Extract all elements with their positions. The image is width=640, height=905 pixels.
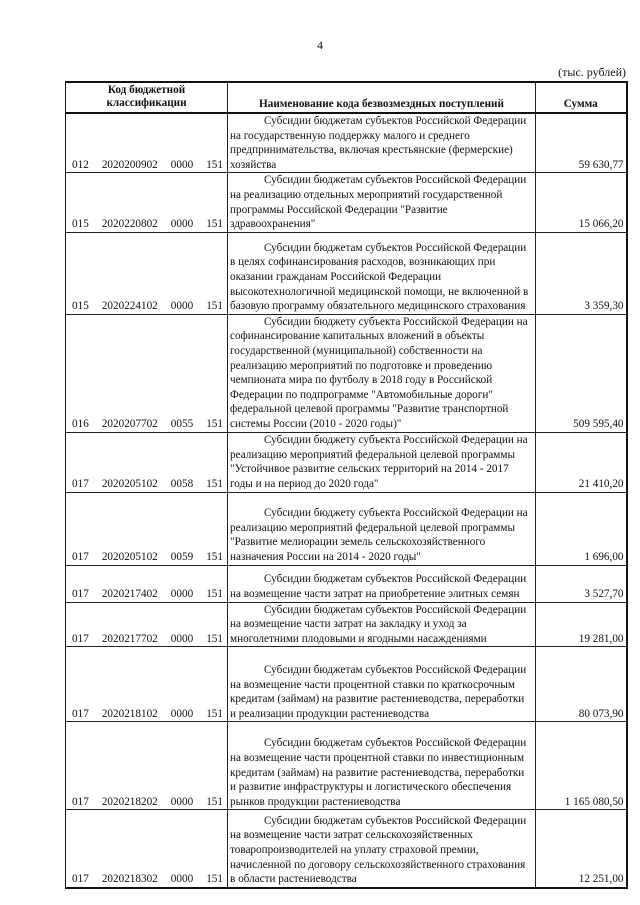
- classification-code: 2020200902: [101, 158, 158, 171]
- budget-code: [68, 299, 225, 314]
- kosgu-code: 151: [206, 417, 223, 430]
- amount-cell: 1 696,00: [536, 492, 627, 565]
- budget-code-cell: [66, 565, 228, 602]
- table-row: [66, 565, 627, 602]
- budget-code: [68, 707, 225, 722]
- revenue-name-cell: [228, 722, 536, 810]
- budget-code-cell: [66, 647, 228, 722]
- admin-code: 017: [72, 707, 89, 720]
- revenue-name-cell: [228, 647, 536, 722]
- admin-code: 017: [72, 587, 89, 600]
- amount-cell: 509 595,40: [536, 314, 627, 432]
- budget-code-cell: [66, 173, 228, 232]
- kosgu-code: 151: [206, 707, 223, 720]
- admin-code: 017: [72, 632, 89, 645]
- revenue-name: Субсидии бюджету субъекта Российской Федерации на софинансирование капитальных вложений в объекты государственной (муниципальной) собственности на реализацию мероприятий по подготовке и проведению чемпионата мира по футболу в 2018 году в Российской Федерации по подпрограмме "Автомобильные дороги" федеральной целевой программы "Развитие транспортной системы России (2010 - 2020 годы)": [230, 315, 528, 430]
- admin-code: 017: [72, 795, 89, 808]
- program-code: 0000: [170, 300, 194, 313]
- budget-code-cell: [66, 113, 228, 173]
- budget-code-cell: [66, 432, 228, 492]
- amount-cell: 12 251,00: [536, 810, 627, 888]
- budget-code: [68, 217, 225, 232]
- table-row: [66, 492, 627, 565]
- budget-code-cell: [66, 314, 228, 432]
- revenue-name: Субсидии бюджету субъекта Российской Федерации на реализацию мероприятий федеральной целевой программы "Развитие мелиорации земель сельскохозяйственного назначения России на 2014 - 2020 годы": [230, 507, 528, 563]
- table-row: [66, 432, 627, 492]
- revenue-name: Субсидии бюджетам субъектов Российской Федерации на возмещение части затрат на приобретение элитных семян: [230, 573, 527, 600]
- units-label: (тыс. рублей): [558, 65, 626, 79]
- budget-code: [68, 587, 225, 602]
- table-row: [66, 173, 627, 232]
- revenue-name: Субсидии бюджетам субъектов Российской Федерации на государственную поддержку малого и среднего предпринимательства, включая крестьянские (фермерские) хозяйства: [230, 115, 527, 171]
- table-row: [66, 602, 627, 647]
- amount-cell: 59 630,77: [536, 113, 627, 173]
- amount-cell: 3 359,30: [536, 232, 627, 314]
- program-code: 0058: [170, 477, 194, 490]
- revenue-name-cell: [228, 173, 536, 232]
- budget-code-cell: [66, 492, 228, 565]
- program-code: 0000: [170, 587, 194, 600]
- table-body: [66, 113, 627, 888]
- classification-code: 2020205102: [101, 550, 158, 563]
- budget-code-cell: [66, 810, 228, 888]
- budget-code: [68, 550, 225, 565]
- table-row: [66, 722, 627, 810]
- revenue-name: Субсидии бюджетам субъектов Российской Федерации в целях софинансирования расходов, возникающих при оказании гражданам Российской Федерации высокотехнологичной медицинской помощи, не включенной в базовую программу обязательного медицинского страхования: [230, 241, 529, 313]
- page-number: 4: [317, 38, 323, 52]
- admin-code: 015: [72, 218, 89, 231]
- budget-code: [68, 795, 225, 810]
- kosgu-code: 151: [206, 218, 223, 231]
- revenue-name: Субсидии бюджетам субъектов Российской Федерации на возмещение части затрат на закладку и уход за многолетними плодовыми и ягодными насаждениями: [230, 603, 527, 645]
- program-code: 0000: [170, 632, 194, 645]
- amount-cell: 21 410,20: [536, 432, 627, 492]
- kosgu-code: 151: [206, 477, 223, 490]
- admin-code: 015: [72, 300, 89, 313]
- classification-code: 2020218202: [101, 795, 158, 808]
- header-name: Наименование кода безвозмездных поступлений: [228, 82, 536, 113]
- revenue-name: Субсидии бюджетам субъектов Российской Федерации на возмещение части затрат сельскохозяйственных товаропроизводителей на уплату страховой премии, начисленной по договору сельскохозяйственного страхования в области растениеводства: [230, 814, 527, 886]
- revenue-name-cell: [228, 492, 536, 565]
- budget-code-cell: [66, 722, 228, 810]
- revenue-name-cell: [228, 565, 536, 602]
- program-code: 0000: [170, 795, 194, 808]
- table-row: [66, 647, 627, 722]
- revenue-name: Субсидии бюджетам субъектов Российской Федерации на возмещение части процентной ставки по инвестиционным кредитам (займам) на развитие растениеводства, переработки и развитие инфраструктуры и логистического обеспечения рынков продукции растениеводства: [230, 737, 527, 808]
- program-code: 0000: [170, 158, 194, 171]
- kosgu-code: 151: [206, 550, 223, 563]
- budget-code-cell: [66, 232, 228, 314]
- admin-code: 012: [72, 158, 89, 171]
- program-code: 0055: [170, 417, 194, 430]
- budget-code-cell: [66, 602, 228, 647]
- classification-code: 2020217402: [101, 587, 158, 600]
- classification-code: 2020217702: [101, 632, 158, 645]
- amount-cell: 3 527,70: [536, 565, 627, 602]
- header-amount: Сумма: [536, 82, 627, 113]
- revenue-name-cell: [228, 432, 536, 492]
- table-row: [66, 314, 627, 432]
- kosgu-code: 151: [206, 873, 223, 886]
- classification-code: 2020224102: [101, 300, 158, 313]
- table-row: [66, 113, 627, 173]
- admin-code: 016: [72, 417, 89, 430]
- amount-cell: 15 066,20: [536, 173, 627, 232]
- program-code: 0000: [170, 707, 194, 720]
- classification-code: 2020207702: [101, 417, 158, 430]
- program-code: 0000: [170, 873, 194, 886]
- kosgu-code: 151: [206, 632, 223, 645]
- admin-code: 017: [72, 477, 89, 490]
- classification-code: 2020218302: [101, 873, 158, 886]
- kosgu-code: 151: [206, 795, 223, 808]
- revenue-name: Субсидии бюджетам субъектов Российской Федерации на реализацию отдельных мероприятий государственной программы Российской Федерации "Развитие здравоохранения": [230, 174, 527, 231]
- program-code: 0000: [170, 218, 194, 231]
- budget-table: [65, 81, 628, 889]
- revenue-name-cell: [228, 314, 536, 432]
- amount-cell: 80 073,90: [536, 647, 627, 722]
- admin-code: 017: [72, 550, 89, 563]
- revenue-name-cell: [228, 602, 536, 647]
- revenue-name-cell: [228, 113, 536, 173]
- table-header-row: [66, 82, 627, 113]
- amount-cell: 19 281,00: [536, 602, 627, 647]
- classification-code: 2020205102: [101, 477, 158, 490]
- admin-code: 017: [72, 873, 89, 886]
- program-code: 0059: [170, 550, 194, 563]
- revenue-name: Субсидии бюджету субъекта Российской Федерации на реализацию мероприятий федеральной целевой программы "Устойчивое развитие сельских территорий на 2014 - 2017 годы и на период до 2020 года": [230, 434, 528, 490]
- classification-code: 2020220802: [101, 218, 158, 231]
- header-code: Код бюджетной классификации: [66, 82, 228, 113]
- table-row: [66, 810, 627, 888]
- revenue-name: Субсидии бюджетам субъектов Российской Федерации на возмещение части процентной ставки по краткосрочным кредитам (займам) на развитие растениеводства, переработки и реализации продукции растениеводства: [230, 663, 527, 720]
- kosgu-code: 151: [206, 158, 223, 171]
- kosgu-code: 151: [206, 587, 223, 600]
- amount-cell: 1 165 080,50: [536, 722, 627, 810]
- revenue-name-cell: [228, 810, 536, 888]
- kosgu-code: 151: [206, 300, 223, 313]
- budget-code: [68, 632, 225, 647]
- budget-code: [68, 872, 225, 887]
- budget-code: [68, 158, 225, 173]
- revenue-name-cell: [228, 232, 536, 314]
- table-row: [66, 232, 627, 314]
- budget-code: [68, 417, 225, 432]
- classification-code: 2020218102: [101, 707, 158, 720]
- budget-code: [68, 477, 225, 492]
